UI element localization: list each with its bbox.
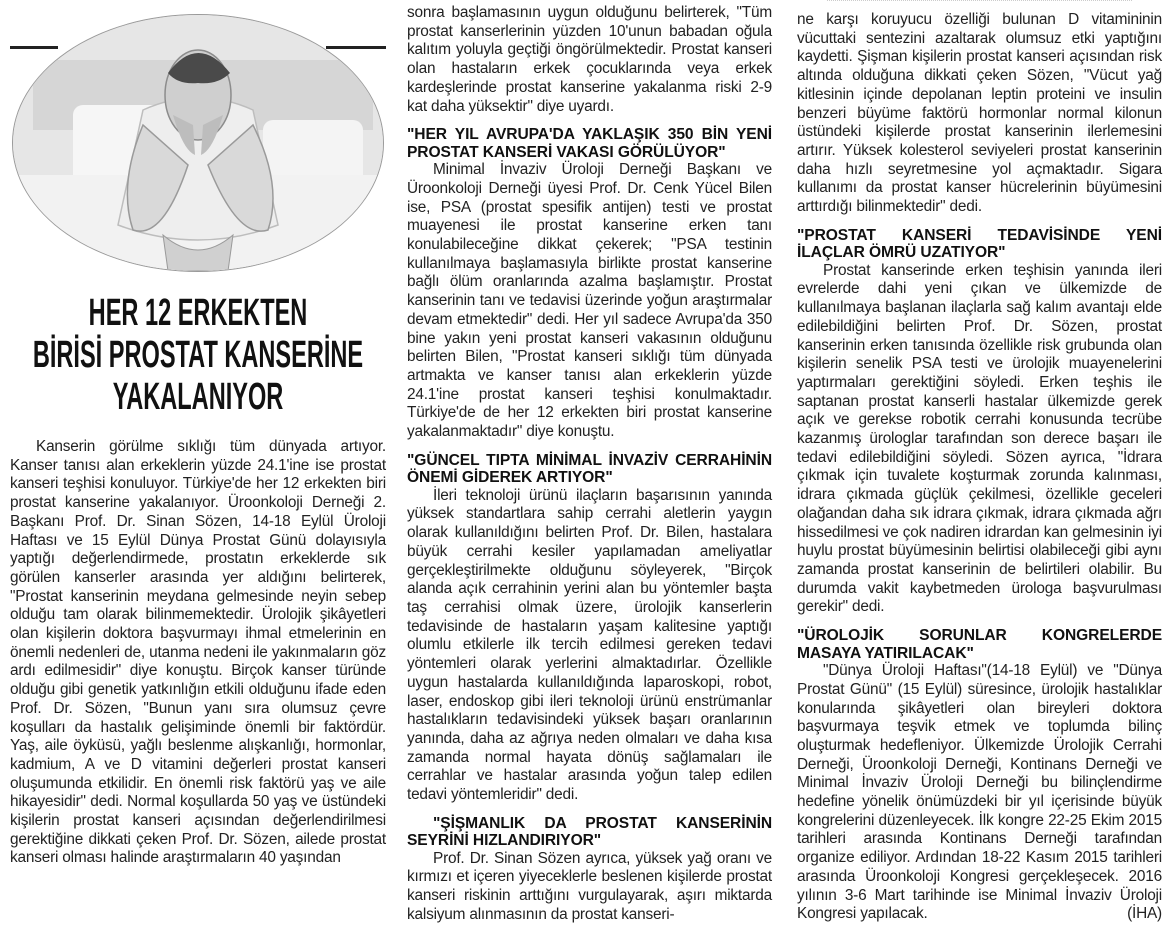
- headline: [32, 292, 364, 418]
- paragraph-text: "Dünya Üroloji Haftası"(14-18 Eylül) ve "Dünya Prostat Günü" (15 Eylül) süresince, ürolojik hastalıklar konularında şikâyetleri olan bireyleri doktora başvurmaya teşvik etmek ve toplumda bilinç oluşturmak hedefleniyor. Ülkemizde Ürolojik Cerrahi Derneği, Üroonkoloji Derneği, Kontinans Derneği ve Minimal İnvaziv Üroloji Derneği bu bilinçlendirme hedefine yönelik önümüzdeki bir yıl içerisinde büyük kongrelerini düzenleyecek. İlk kongre 22-25 Ekim 2015 tarihleri arasında Kontinans Derneği tarafından organize ediliyor. Ardından 18-22 Kasım 2015 tarihleri arasında Üroonkoloji Kongresi gerçekleşecek. 2016 yılının 3-6 Mart tarihinde ise Minimal İnvaziv Üroloji Kongresi yapılacak.: [797, 662, 1162, 923]
- column-1: [10, 0, 386, 868]
- subheading: "HER YIL AVRUPA'DA YAKLAŞIK 350 BİN YENİ PROSTAT KANSERİ VAKASI GÖRÜLÜYOR": [407, 126, 772, 161]
- article-body-col2: [407, 4, 772, 925]
- headline-line: HER 12 ERKEKTEN: [88, 292, 308, 334]
- column-3: [797, 0, 1162, 924]
- paragraph: sonra başlamasının uygun olduğunu belirterek, "Tüm prostat kanserlerinin yüzden 10'unun babadan oğula kalıtım yoluyla geçtiği öngörülmektedir. Prostat kanseri olan hastaların erkek çocuklarında veya erkek kardeşlerinde prostat kanserine yakalanma riski 2-9 kat daha yüksektir" diye uyardı.: [407, 4, 772, 115]
- subheading: "PROSTAT KANSERİ TEDAVİSİNDE YENİ İLAÇLAR ÖMRÜ UZATIYOR": [797, 226, 1162, 262]
- man-holding-head-photo: [12, 14, 384, 272]
- photo-illustration: [13, 15, 383, 271]
- headline-line: YAKALANIYOR: [112, 376, 284, 418]
- paragraph: Prostat kanserinde erken teşhisin yanında ileri evrelerde dahi yeni çıkan ve ülkemizde de kullanılmaya başlanan ilaçlarla sağ kalım avantajı elde edilebildiğini belirten Prof. Dr. Sözen, prostat kanserinin erken tanısında özellikle risk grubunda olan kişilerin senelik PSA testi ve ürolojik muayenelerini yaptırmaları gerektiğini söyledi. Erken teşhis ile saptanan prostat kanserli hastalar ülkemizde gerek açık ve gerekse robotik cerrahi konusunda tecrübe kazanmış ürologlar tarafından son derece başarı ile tedavi edilebildiğini söyledi. Sözen ayrıca, "İdrara çıkmak için tuvalete koşturmak zorunda kalınması, idrara çıkmada güçlük çekilmesi, özellikle geceleri olağandan daha sık idrara çıkmak, idrara çıkmada ağrı hissedilmesi ve çok nadiren idrardan kan gelmesinin iyi huylu prostat büyümesinin belirtisi olabileceği gibi aynı zamanda prostat kanserinin de belirtileri olabilir. Bu durumda vakit kaybetmeden ürologa başvurulması gerekir" dedi.: [797, 261, 1162, 616]
- article-photo: [10, 0, 386, 272]
- paragraph: Minimal İnvaziv Üroloji Derneği Başkanı ve Üroonkoloji Derneği üyesi Prof. Dr. Cenk Yücel Bilen ise, PSA (prostat spesifik antijen) testi ve prostat muayenesi ile prostat kanserine erken tanı konulabileceğine dikkat çekerek; "PSA testinin kullanılmaya başlamasıyla birlikte prostat kanserine bağlı ölüm oranlarında azalma başlamıştır. Prostat kanserinin tanı ve tedavisi üzerinde yoğun araştırmalar devam etmektedir" dedi. Her yıl sadece Avrupa'da 350 bine yakın yeni prostat kanseri vakasının olduğunu belirten Bilen, "Prostat kanseri sıklığı tüm dünyada artmakta ve kanser tanısı alan erkeklerin yüzde 24.1'ine prostat kanseri teşhisi konulmaktadır. Türkiye'de de her 12 erkekten biri prostat kanserine yakalanmaktadır" diye konuştu.: [407, 161, 772, 441]
- subheading: "ÜROLOJİK SORUNLAR KONGRELERDE MASAYA YATIRILACAK": [797, 627, 1162, 662]
- paragraph: İleri teknoloji ürünü ilaçların başarısının yanında yüksek standartlara sahip cerrahi aletlerin yaygın olarak kullanıldığını belirten Prof. Dr. Bilen, hastalara büyük cerrahi kesiler yapılamadan ameliyatlar gerçekleştirilmekte olduğunu söyleyerek, "Birçok alanda açık cerrahinin yerini alan bu yöntemler başta taş cerrahisi olmak üzere, ürolojik kanserlerin tedavisinde de hastaların yaşam kalitesine yaptığı olumlu etkilerle ilk tercih edilmesi gereken tedavi yöntemleri olarak yerlerini almaktadırlar. Özellikle uygun hastalarda kullanıldığında laparoskopi, robot, laser, endoskop gibi ileri teknoloji ürünü enstrümanlar hastalıkların tedavisindeki yüksek başarı oranlarının yanında, daha az ağrıya neden olmaları ve daha kısa zamanda normal hayata dönüş sağlamaları ile cerrahlar ve hastalar arasında yoğun talep edilen tedavi yöntemleridir" dedi.: [407, 486, 772, 804]
- paragraph: Prof. Dr. Sinan Sözen ayrıca, yüksek yağ oranı ve kırmızı et içeren yiyeceklerle beslenen kişilerde prostat kanseri riskinin arttığını vurgulayarak, aşırı miktarda kalsiyum alınmasının da prostat kanseri-: [407, 849, 772, 923]
- paragraph: [797, 662, 1162, 924]
- article-body-col3: [797, 11, 1162, 924]
- source-credit: (İHA): [1127, 905, 1162, 923]
- column-2: [407, 0, 772, 925]
- paragraph: Kanserin görülme sıklığı tüm dünyada artıyor. Kanser tanısı alan erkeklerin yüzde 24.1'ine ise prostat kanseri teşhisi konuluyor. Türkiye'de her 12 erkekten biri prostat kanserine yakalanıyor. Üroonkoloji Derneği 2. Başkanı Prof. Dr. Sinan Sözen, 14-18 Eylül Üroloji Haftası ve 15 Eylül Dünya Prostat Günü dolayısıyla yaptığı değerlendirmede, prostatın erkeklerde sık görülen kanserler arasında yer aldığını belirterek, "Prostat kanserinin meydana gelmesinde neyin sebep olduğu tam olarak bilinmemektedir. Ürolojik şikâyetleri olan kişilerin doktora başvurmayı ihmal etmelerinin en önemli nedenleri de, utanma nedeni ile yakınmaların göz ardı edilmesidir" diye konuştu. Birçok kanser türünde olduğu gibi genetik yatkınlığın etkili olduğunu ifade eden Prof. Dr. Sözen, "Bunun yanı sıra olumsuz çevre koşulları da hastalık gelişiminde önemli bir faktördür. Yaş, aile öyküsü, yağlı beslenme alışkanlığı, hormonlar, kadmium, A ve D vitamini değerleri prostat kanseri oluşumunda etkilidir. En önemli risk faktörü yaş ve aile hikayesidir" dedi. Normal koşullarda 50 yaş ve üstündeki kişilerin prostat kanseri açısından değerlendirilmesi gerektiğine dikkati çeken Prof. Dr. Sözen, ailede prostat kanseri olması halinde araştırmaların 40 yaşından: [10, 438, 386, 867]
- subheading: "ŞİŞMANLIK DA PROSTAT KANSERİNİN SEYRİNİ HIZLANDIRIYOR": [407, 814, 772, 850]
- subheading: "GÜNCEL TIPTA MİNİMAL İNVAZİV CERRAHİNİN ÖNEMİ GİDEREK ARTIYOR": [407, 451, 772, 487]
- article-body-col1: [10, 438, 386, 868]
- cropped-text-remnant: [827, 0, 1132, 7]
- paragraph: ne karşı koruyucu özelliği bulunan D vitamininin vücuttaki sentezini azaltarak olumsuz etki yaptığını kaydetti. Şişman kişilerin prostat kanseri açısından risk altında olduğuna dikkati çeken Sözen, "Vücut yağ kitlesinin içinde depolanan leptin proteini ve insulin benzeri büyüme faktörü hormonlar normal kilonun üstündeki kişilerde prostat kanserinin ilerlemesini artırır. Yüksek kolesterol seviyeleri prostat kanserinin daha hızlı seyretmesine yol açmaktadır. Sigara kullanımı da prostat kanser hücrelerinin büyümesini arttırdığı bilinmektedir" dedi.: [797, 11, 1162, 216]
- headline-line: BİRİSİ PROSTAT KANSERİNE: [32, 334, 364, 376]
